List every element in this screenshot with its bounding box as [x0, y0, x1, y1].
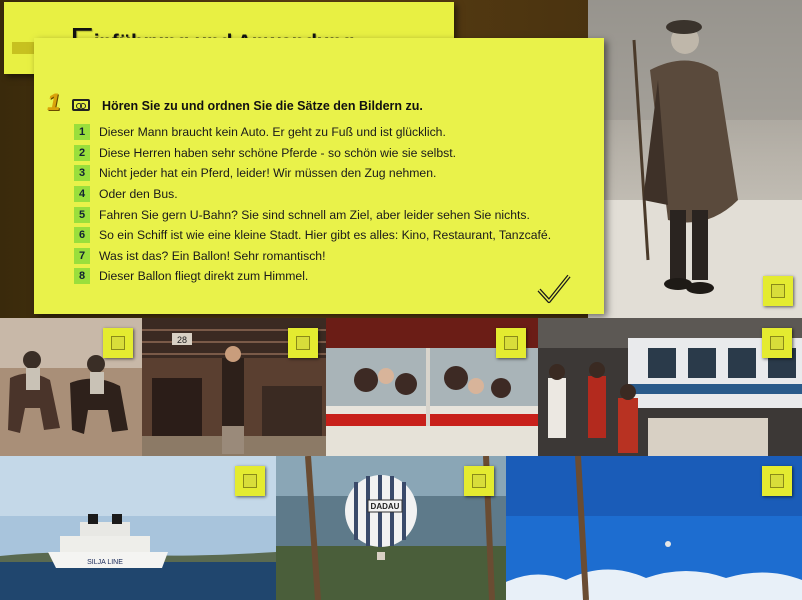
checkbox-bus[interactable] [496, 328, 526, 358]
checkbox-horses[interactable] [103, 328, 133, 358]
sentence-text: Oder den Bus. [99, 187, 178, 202]
photo-balloon [276, 456, 506, 600]
sentence-list [74, 122, 551, 287]
photo-ship [0, 456, 276, 600]
sentence-text: Dieser Mann braucht kein Auto. Er geht zu Fuß und ist glücklich. [99, 125, 446, 140]
list-item [74, 225, 551, 246]
checkbox-sky[interactable] [762, 466, 792, 496]
checkmark-icon[interactable] [536, 272, 572, 308]
list-item [74, 204, 551, 225]
photo-horses [0, 318, 142, 456]
sentence-text: Nicht jeder hat ein Pferd, leider! Wir müssen den Zug nehmen. [99, 166, 437, 181]
list-item [74, 143, 551, 164]
sentence-number: 5 [74, 207, 90, 223]
sentence-number: 2 [74, 145, 90, 161]
checkbox-man[interactable] [763, 276, 793, 306]
photo-sky-balloon [506, 456, 802, 600]
list-item [74, 246, 551, 267]
sentence-number: 6 [74, 227, 90, 243]
sentence-number: 1 [74, 124, 90, 140]
sentence-number: 7 [74, 248, 90, 264]
sentence-text: Fahren Sie gern U-Bahn? Sie sind schnell am Ziel, aber leider sehen Sie nichts. [99, 207, 530, 222]
photo-walking-man [588, 0, 802, 318]
train-sign: 28 [176, 335, 188, 345]
exercise-instruction: Hören Sie zu und ordnen Sie die Sätze den Bildern zu. [102, 99, 423, 113]
cassette-icon[interactable] [72, 99, 90, 111]
sentence-text: So ein Schiff ist wie eine kleine Stadt. Hier gibt es alles: Kino, Restaurant, Tanzcafé. [99, 228, 552, 243]
list-item [74, 266, 551, 287]
list-item [74, 122, 551, 143]
list-item [74, 184, 551, 205]
photo-bus [326, 318, 538, 456]
checkbox-balloon[interactable] [464, 466, 494, 496]
sentence-number: 4 [74, 186, 90, 202]
checkbox-train[interactable] [288, 328, 318, 358]
checkbox-ship[interactable] [235, 466, 265, 496]
sentence-text: Diese Herren haben sehr schöne Pferde - so schön wie sie selbst. [99, 145, 457, 160]
sentence-number: 3 [74, 165, 90, 181]
photo-ubahn [538, 318, 802, 456]
exercise-number: 1 [47, 89, 61, 116]
sentence-text: Dieser Ballon fliegt direkt zum Himmel. [99, 269, 309, 284]
ship-hull-text: SILJA LINE [87, 559, 123, 566]
sentence-text: Was ist das? Ein Ballon! Sehr romantisch! [99, 248, 326, 263]
list-item [74, 163, 551, 184]
sentence-number: 8 [74, 268, 90, 284]
photo-train-station [142, 318, 326, 456]
balloon-text: DADAU [370, 502, 400, 511]
checkbox-ubahn[interactable] [762, 328, 792, 358]
